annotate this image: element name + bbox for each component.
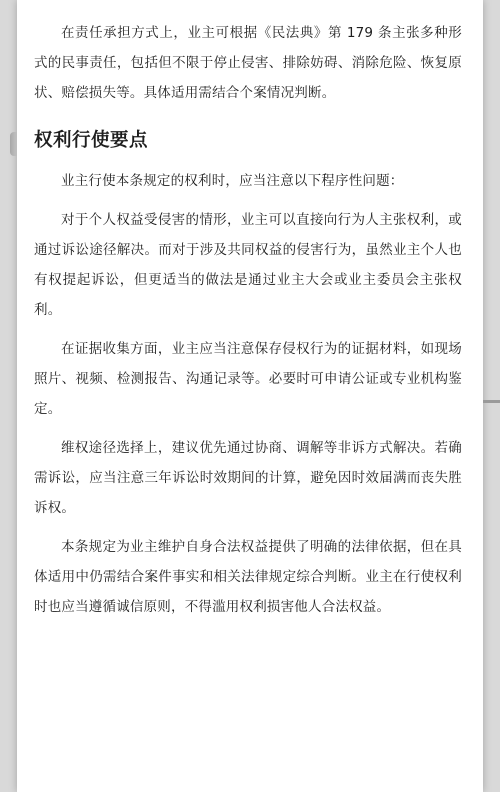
scroll-marker — [483, 400, 500, 403]
paragraph-individual-rights: 对于个人权益受侵害的情形，业主可以直接向行为人主张权利，或通过诉讼途径解决。而对于涉及共同权益的侵害行为，虽然业主个人也有权提起诉讼，但更适当的做法是通过业主大会或业主委员会主张权利。 — [34, 212, 462, 318]
document-page — [17, 0, 483, 792]
paragraph-liability-forms: 在责任承担方式上，业主可根据《民法典》第 179 条主张多种形式的民事责任，包括但不限于停止侵害、排除妨碍、消除危险、恢复原状、赔偿损失等。具体适用需结合个案情况判断。 — [34, 25, 462, 101]
document-body — [34, 18, 462, 622]
paragraph-remedy-route: 维权途径选择上，建议优先通过协商、调解等非诉方式解决。若确需诉讼，应当注意三年诉讼时效期间的计算，避免因时效届满而丧失胜诉权。 — [34, 440, 462, 516]
paragraph-procedural-intro: 业主行使本条规定的权利时，应当注意以下程序性问题： — [61, 173, 404, 189]
paragraph-conclusion: 本条规定为业主维护自身合法权益提供了明确的法律依据，但在具体适用中仍需结合案件事实和相关法律规定综合判断。业主在行使权利时也应当遵循诚信原则，不得滥用权利损害他人合法权益。 — [34, 539, 462, 615]
section-heading: 权利行使要点 — [34, 130, 149, 151]
paragraph-evidence: 在证据收集方面，业主应当注意保存侵权行为的证据材料，如现场照片、视频、检测报告、沟通记录等。必要时可申请公证或专业机构鉴定。 — [34, 341, 462, 417]
